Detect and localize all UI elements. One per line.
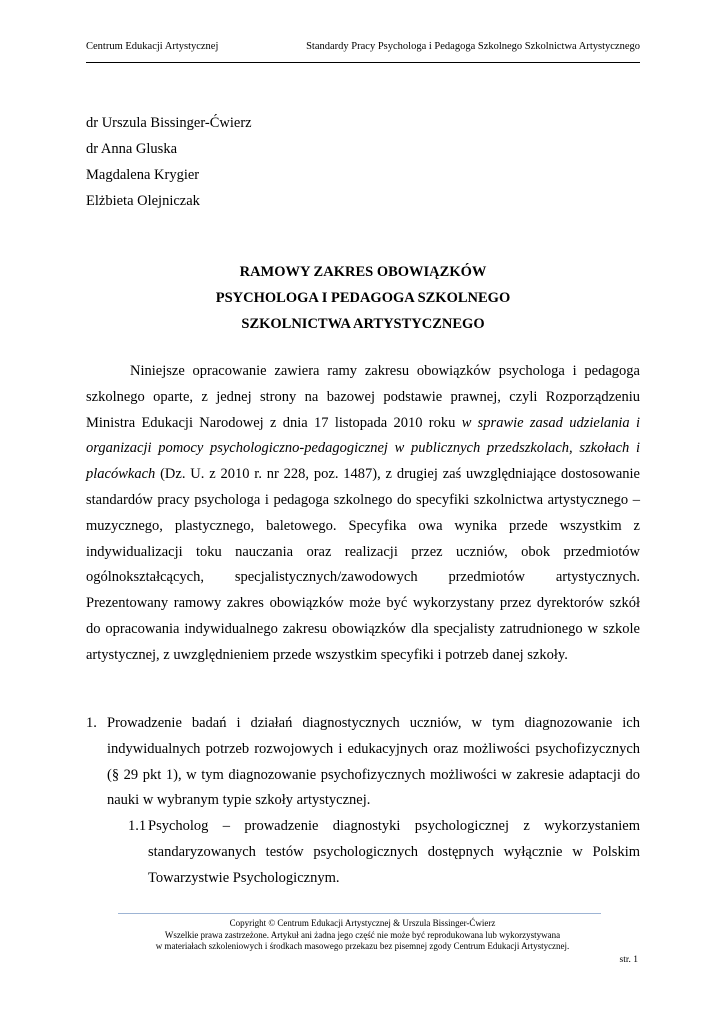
page-header — [86, 39, 640, 57]
title-line: SZKOLNICTWA ARTYSTYCZNEGO — [241, 316, 485, 332]
page-footer — [100, 918, 625, 953]
list-item-text: Prowadzenie badań i działań diagnostycznych uczniów, w tym diagnozowanie ich indywidualnych potrzeb rozwojowych i edukacyjnych oraz możliwości psychofizycznych (§ 29 pkt 1), w tym diagnozowanie psychofizycznych możliwości w zakresie adaptacji do nauki w wybranym typie szkoły artystycznej. — [107, 715, 640, 809]
intro-regulation-title: w sprawie zasad udzielania i organizacji pomocy psychologiczno-pedagogicznej w publicznych przedszkolach, szkołach i placówkach — [86, 414, 640, 483]
footer-copyright: Copyright © Centrum Edukacji Artystycznej & Urszula Bissinger-Ćwierz — [229, 918, 496, 928]
list-item — [86, 711, 640, 814]
list-item-number: 1. — [86, 715, 97, 731]
title-line: RAMOWY ZAKRES OBOWIĄZKÓW — [239, 264, 487, 280]
sub-list-item-text: Psycholog – prowadzenie diagnostyki psychologicznej z wykorzystaniem standaryzowanych testów psychologicznych dostępnych wyłącznie w Polskim Towarzystwie Psychologicznym. — [148, 818, 640, 886]
footer-rights: Wszelkie prawa zastrzeżone. Artykuł ani żadna jego część nie może być reprodukowana lub wykorzystywana — [164, 929, 561, 940]
page-number: str. 1 — [619, 955, 638, 965]
title-line: PSYCHOLOGA I PEDAGOGA SZKOLNEGO — [215, 290, 511, 306]
header-divider — [86, 62, 640, 63]
sub-list-item-number: 1.1 — [128, 818, 147, 834]
author-name: Elżbieta Olejniczak — [86, 193, 200, 209]
header-left: Centrum Edukacji Artystycznej — [86, 41, 219, 52]
header-right: Standardy Pracy Psychologa i Pedagoga Szkolnego Szkolnictwa Artystycznego — [306, 41, 640, 52]
author-name: dr Anna Gluska — [86, 141, 178, 157]
author-list — [86, 110, 252, 214]
author-name: dr Urszula Bissinger-Ćwierz — [86, 115, 252, 131]
intro-text-part1: Niniejsze opracowanie zawiera ramy zakresu obowiązków psychologa i pedagoga szkolnego oparte, z jednej strony na bazowej podstawie prawnej, czyli Rozporządzeniu Ministra Edukacji Narodowej z dnia 17 listopada 2010 roku — [86, 363, 640, 431]
sub-list-item — [128, 814, 640, 891]
author-name: Magdalena Krygier — [86, 167, 200, 183]
footer-rights-cont: w materiałach szkoleniowych i środkach masowego przekazu bez pisemnej zgody Centrum Edukacji Artystycznej. — [155, 941, 570, 951]
intro-paragraph — [86, 359, 640, 669]
document-title — [86, 259, 640, 337]
footer-divider — [118, 913, 601, 914]
intro-text-part2: (Dz. U. z 2010 r. nr 228, poz. 1487), z drugiej zaś uwzględniające dostosowanie standardów pracy psychologa i pedagoga szkolnego do specyfiki szkolnictwa artystycznego – muzycznego, plastycznego, baletowego. Specyfika owa wynika przede wszystkim z indywidualizacji toku nauczania oraz realizacji przez uczniów, obok przedmiotów ogólnokształcących, specjalistycznych/zawodowych przedmiotów artystycznych. Prezentowany ramowy zakres obowiązków może być wykorzystany przez dyrektorów szkół do opracowania indywidualnego zakresu obowiązków dla specjalisty zatrudnionego w szkole artystycznej, z uwzględnieniem przede wszystkim specyfiki i potrzeb danej szkoły. — [86, 466, 640, 663]
